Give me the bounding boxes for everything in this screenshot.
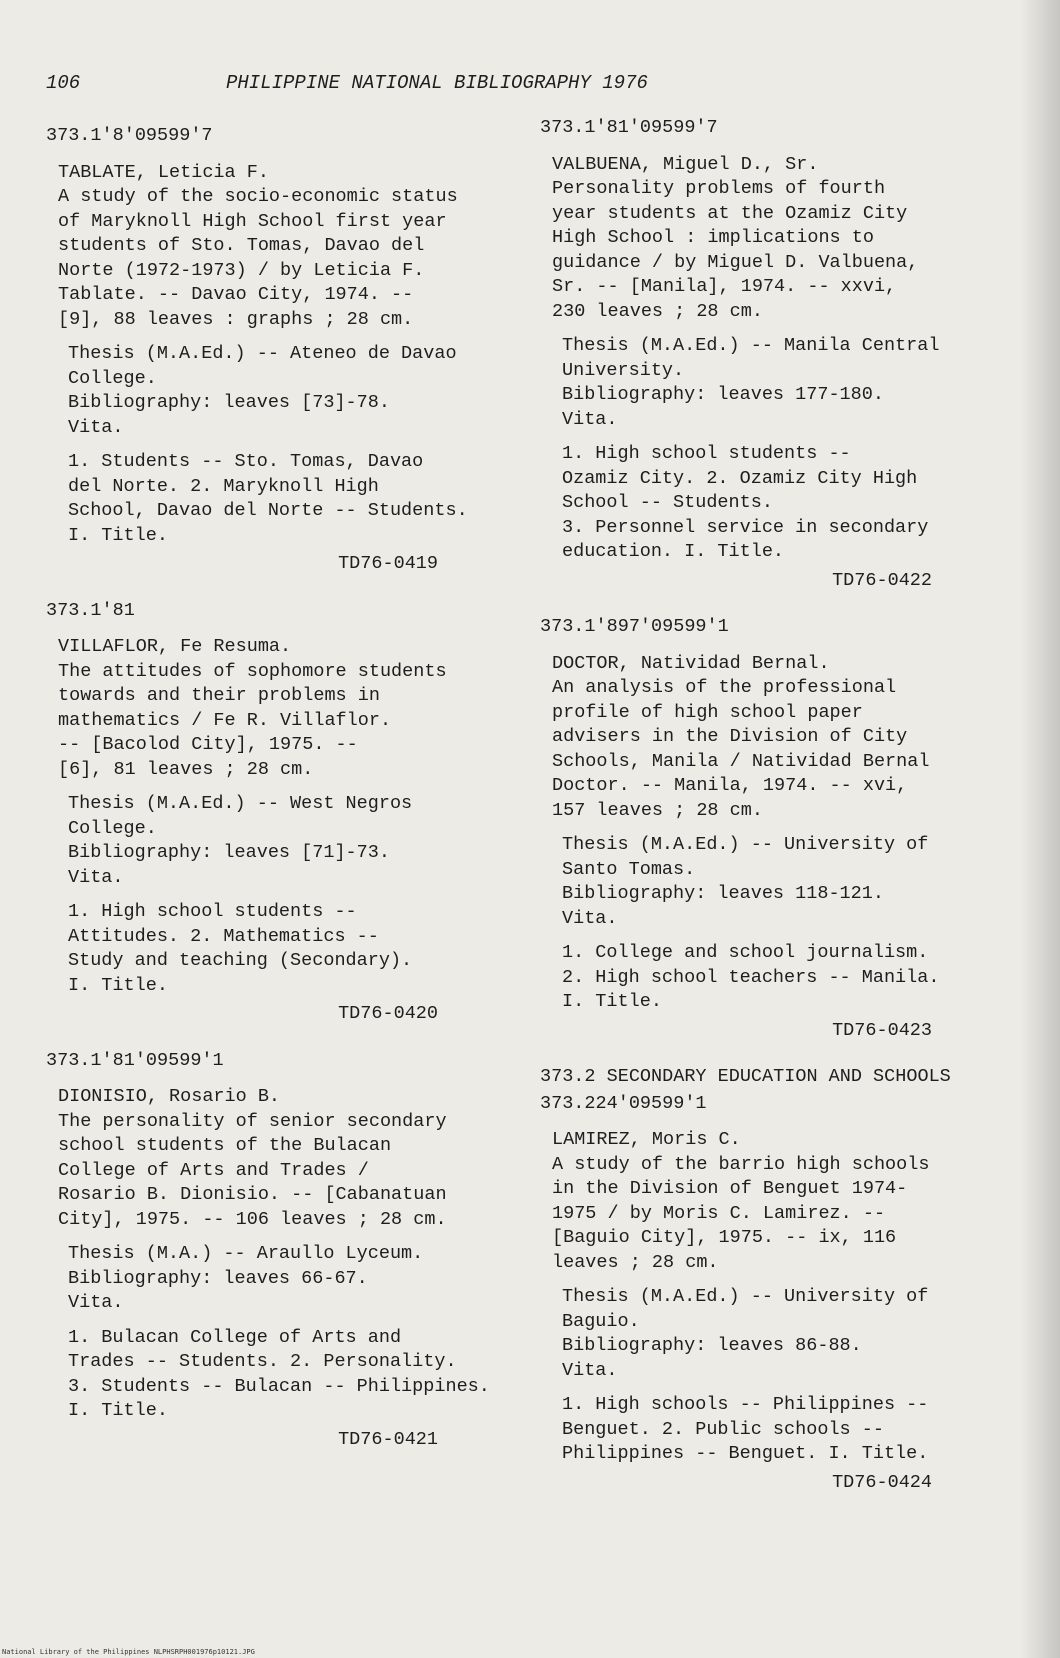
notes [562,1285,1010,1383]
description-line: Rosario B. Dionisio. -- [Cabanatuan [58,1184,447,1205]
bibliographic-description [552,676,1010,823]
description-line: year students at the Ozamiz City [552,202,908,224]
classification-number: 373.1'81'09599'7 [540,117,718,138]
classification-number: 373.1'81 [46,599,135,621]
subject-tracings [562,941,1010,1015]
subject-line: 1. Students -- Sto. Tomas, Davao [68,451,424,472]
note-line: Vita. [68,1292,124,1313]
note-line: Bibliography: leaves 118-121. [562,883,884,904]
notes [68,792,516,890]
section-heading: 373.2 SECONDARY EDUCATION AND SCHOOLS [540,1066,951,1087]
subject-line: education. I. Title. [562,541,785,562]
description-line: in the Division of Benguet 1974- [552,1178,908,1199]
description-line: school students of the Bulacan [58,1135,392,1156]
subject-line: 3. Students -- Bulacan -- Philippines. [68,1375,490,1397]
description-line: profile of high school paper [552,701,863,723]
note-line: Baguio. [562,1310,640,1332]
page-edge-shadow [1020,0,1060,1658]
subject-tracings [562,1393,1010,1467]
subject-tracings [68,900,516,998]
note-line: College. [68,367,157,389]
subject-line: Trades -- Students. 2. Personality. [68,1351,457,1372]
subject-line: I. Title. [68,974,168,996]
classification-number: 373.1'81'09599'1 [46,1049,224,1071]
description-line: Sr. -- [Manila], 1974. -- xxvi, [552,276,897,297]
description-line: towards and their problems in [58,685,380,706]
td-number: TD76-0421 [338,1428,438,1450]
description-line: 157 leaves ; 28 cm. [552,799,763,821]
catalog-entry [540,116,1010,593]
author-heading: DIONISIO, Rosario B. [58,1086,281,1107]
description-line: 1975 / by Moris C. Lamirez. -- [552,1202,886,1224]
note-line: Thesis (M.A.Ed.) -- University of [562,1286,929,1307]
subject-line: del Norte. 2. Maryknoll High [68,475,379,497]
page-number: 106 [46,72,81,94]
description-line: Tablate. -- Davao City, 1974. -- [58,284,414,305]
note-line: University. [562,359,685,381]
description-line: students of Sto. Tomas, Davao del [58,235,425,256]
catalog-entry [540,615,1010,1043]
subject-line: Philippines -- Benguet. I. Title. [562,1443,929,1464]
note-line: Bibliography: leaves [71]-73. [68,842,390,863]
classification-number: 373.224'09599'1 [540,1092,707,1114]
subject-line: 3. Personnel service in secondary [562,516,929,538]
description-line: leaves ; 28 cm. [552,1251,719,1273]
classification-number: 373.1'897'09599'1 [540,616,729,637]
subject-line: I. Title. [562,991,662,1012]
subject-line: I. Title. [68,1400,168,1421]
description-line: Personality problems of fourth [552,178,886,199]
description-line: [Baguio City], 1975. -- ix, 116 [552,1227,897,1248]
catalog-entry [46,1049,516,1453]
description-line: The personality of senior secondary [58,1110,447,1132]
note-line: Thesis (M.A.Ed.) -- Ateneo de Davao [68,343,457,364]
catalog-entry [46,124,516,577]
description-line: Norte (1972-1973) / by Leticia F. [58,259,425,281]
image-source-footer: National Library of the Philippines NLPHSRPH001976p10121.JPG [2,1648,255,1656]
subject-line: 1. College and school journalism. [562,942,929,963]
description-line: A study of the socio-economic status [58,186,458,207]
bibliographic-description [58,660,516,783]
subject-line: Ozamiz City. 2. Ozamiz City High [562,467,918,489]
note-line: Vita. [68,866,124,888]
description-line: of Maryknoll High School first year [58,210,447,232]
right-column [540,116,1010,1517]
td-number: TD76-0423 [832,1019,932,1041]
note-line: Thesis (M.A.Ed.) -- University of [562,834,929,855]
catalog-entry [540,1065,1010,1495]
notes [562,334,1010,432]
bibliographic-description [58,1110,516,1233]
note-line: Santo Tomas. [562,858,696,880]
note-line: Vita. [562,408,618,430]
catalog-entry [46,599,516,1027]
subject-line: I. Title. [68,524,168,546]
subject-tracings [562,442,1010,565]
bibliographic-description [58,185,516,332]
note-line: Thesis (M.A.) -- Araullo Lyceum. [68,1243,424,1264]
description-line: City], 1975. -- 106 leaves ; 28 cm. [58,1208,447,1230]
bibliographic-description [552,177,1010,324]
description-line: Schools, Manila / Natividad Bernal [552,750,930,772]
subject-line: Benguet. 2. Public schools -- [562,1418,884,1440]
note-line: College. [68,817,157,839]
description-line: guidance / by Miguel D. Valbuena, [552,251,919,273]
subject-line: 1. High schools -- Philippines -- [562,1394,929,1415]
description-line: [9], 88 leaves : graphs ; 28 cm. [58,308,414,330]
description-line: -- [Bacolod City], 1975. -- [58,734,358,755]
td-number: TD76-0420 [338,1003,438,1024]
td-number: TD76-0422 [832,569,932,591]
subject-line: Attitudes. 2. Mathematics -- [68,925,379,947]
subject-line: 1. High school students -- [68,901,357,922]
subject-line: School -- Students. [562,492,773,513]
author-heading: VALBUENA, Miguel D., Sr. [552,153,819,175]
notes [68,342,516,440]
description-line: College of Arts and Trades / [58,1159,369,1181]
bibliographic-description [552,1153,1010,1276]
description-line: A study of the barrio high schools [552,1153,930,1175]
note-line: Bibliography: leaves 86-88. [562,1335,862,1356]
description-line: 230 leaves ; 28 cm. [552,300,763,322]
note-line: Bibliography: leaves 66-67. [68,1267,368,1289]
description-line: An analysis of the professional [552,677,897,698]
subject-line: 2. High school teachers -- Manila. [562,966,940,988]
td-number: TD76-0424 [832,1471,932,1493]
notes [562,833,1010,931]
note-line: Vita. [562,1359,618,1381]
note-line: Bibliography: leaves 177-180. [562,384,884,405]
description-line: mathematics / Fe R. Villaflor. [58,709,392,731]
description-line: advisers in the Division of City [552,726,908,747]
subject-tracings [68,450,516,548]
left-column [46,124,516,1474]
subject-line: Study and teaching (Secondary). [68,950,413,971]
note-line: Vita. [562,907,618,929]
subject-tracings [68,1326,516,1424]
description-line: Doctor. -- Manila, 1974. -- xvi, [552,775,908,796]
note-line: Bibliography: leaves [73]-78. [68,392,390,413]
note-line: Thesis (M.A.Ed.) -- West Negros [68,793,413,814]
subject-line: 1. Bulacan College of Arts and [68,1326,402,1348]
td-number: TD76-0419 [338,553,438,574]
description-line: The attitudes of sophomore students [58,660,447,682]
author-heading: LAMIREZ, Moris C. [552,1129,741,1150]
notes [68,1242,516,1316]
note-line: Thesis (M.A.Ed.) -- Manila Central [562,335,940,356]
author-heading: TABLATE, Leticia F. [58,161,269,183]
subject-line: 1. High school students -- [562,443,851,464]
author-heading: VILLAFLOR, Fe Resuma. [58,636,292,657]
subject-line: School, Davao del Norte -- Students. [68,500,468,521]
classification-number: 373.1'8'09599'7 [46,125,213,146]
author-heading: DOCTOR, Natividad Bernal. [552,652,830,674]
note-line: Vita. [68,416,124,438]
running-title: PHILIPPINE NATIONAL BIBLIOGRAPHY 1976 [226,72,648,94]
description-line: [6], 81 leaves ; 28 cm. [58,758,314,780]
description-line: High School : implications to [552,227,874,248]
